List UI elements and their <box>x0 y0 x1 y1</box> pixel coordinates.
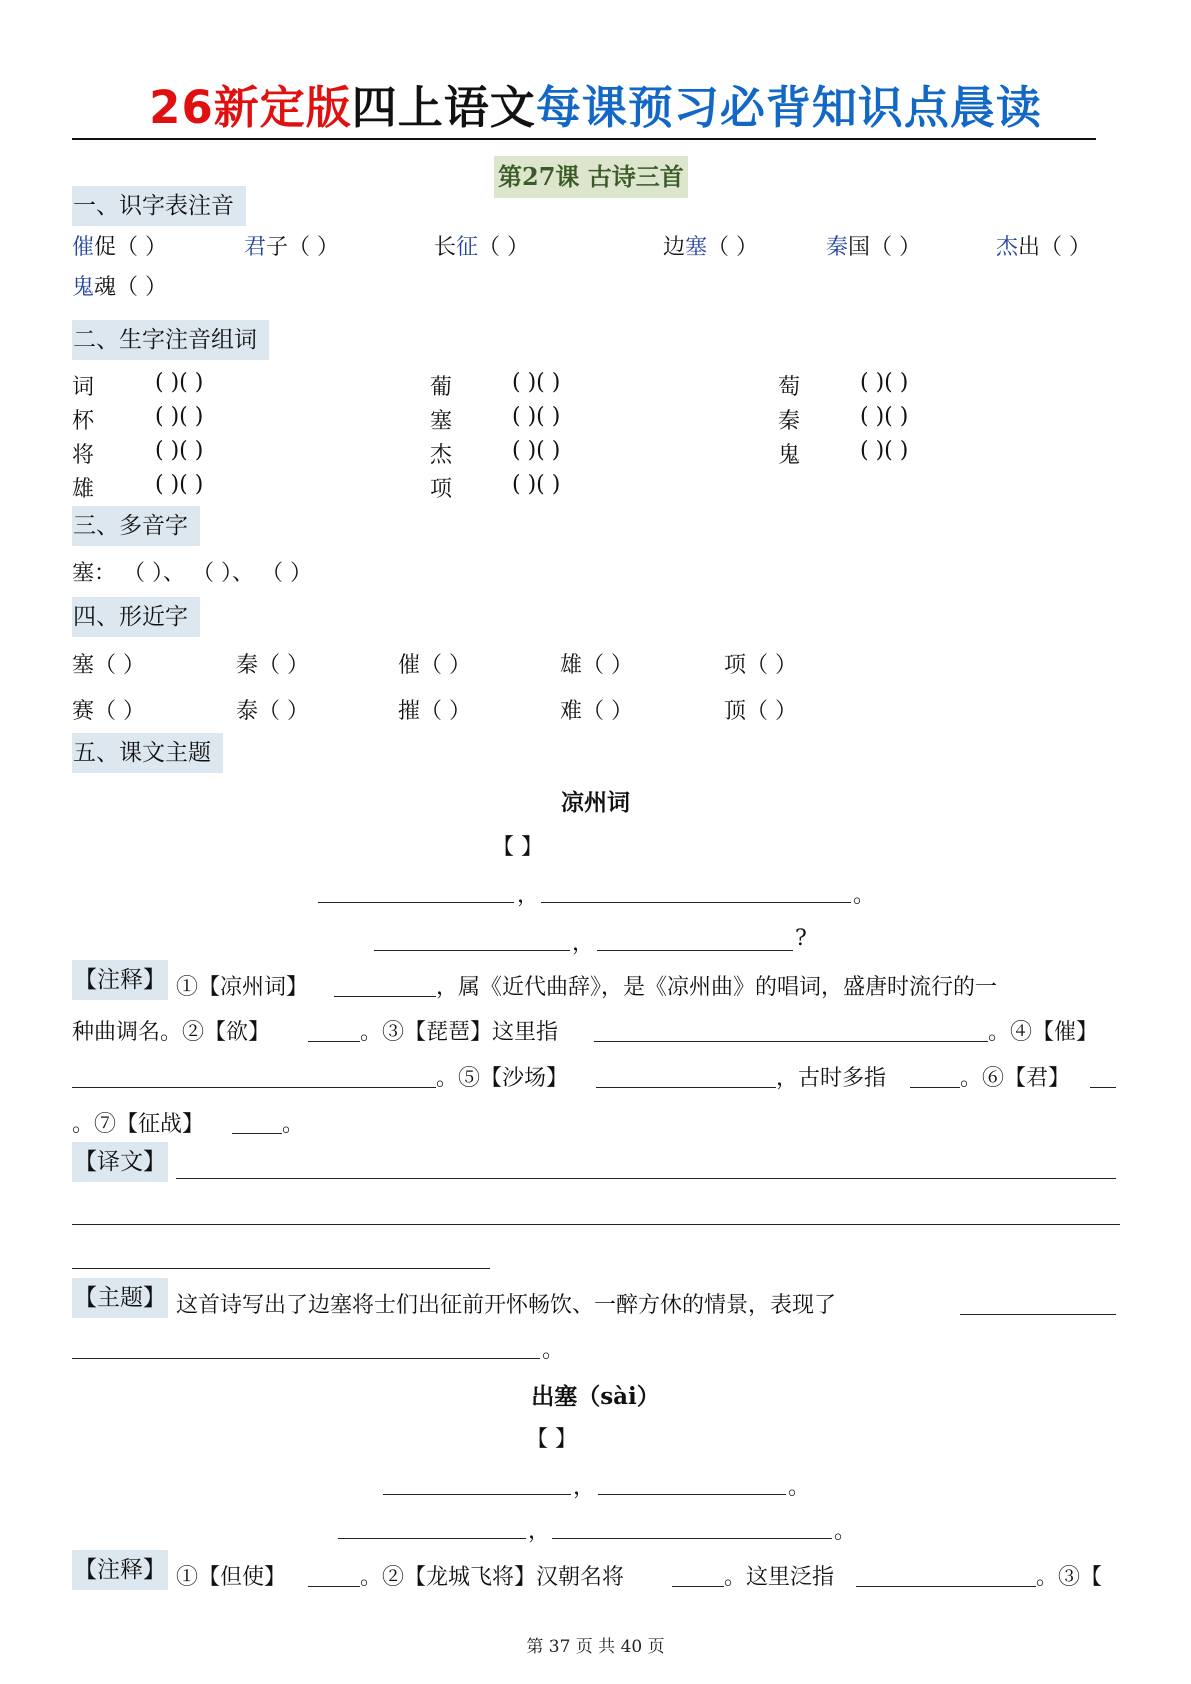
s2-blanks: ( )( ) <box>155 438 204 463</box>
poem1-note-blank <box>232 1133 282 1134</box>
s1-item-5: 秦国（ ） <box>826 235 922 260</box>
s3-polyphone-line: 塞： （ ）、 （ ）、 （ ） <box>72 561 312 586</box>
s4-row2-item: 摧（ ） <box>398 699 471 724</box>
s2-blanks: ( )( ) <box>155 404 204 429</box>
s4-row2-item: 泰（ ） <box>236 699 309 724</box>
s4-row1-item: 催（ ） <box>398 653 471 678</box>
s4-row1-item: 项（ ） <box>724 653 797 678</box>
s2-blanks: ( )( ) <box>860 370 909 395</box>
poem2-note-1a: ①【但使】 <box>176 1565 287 1590</box>
poem2-notes-label: 【注释】 <box>72 1550 168 1590</box>
poem2-period: 。 <box>834 1519 857 1544</box>
s2-char: 杰 <box>430 443 453 468</box>
poem1-note-2c: 。④【催】 <box>988 1020 1099 1045</box>
poem1-notes-label: 【注释】 <box>72 960 168 1000</box>
s2-char: 将 <box>72 443 95 468</box>
s2-char: 鬼 <box>778 443 801 468</box>
translation-line <box>72 1224 1120 1225</box>
poem2-line1-blank-b <box>598 1494 786 1495</box>
s2-char: 雄 <box>72 477 95 502</box>
s2-char: 杯 <box>72 409 95 434</box>
s4-row1-item: 秦（ ） <box>236 653 309 678</box>
s4-row1-item: 雄（ ） <box>560 653 633 678</box>
s1-item-7: 鬼魂（ ） <box>72 275 168 300</box>
s4-row2-item: 顶（ ） <box>724 699 797 724</box>
poem1-line1-blank-b <box>541 902 851 903</box>
poem2-note-1c: 。这里泛指 <box>724 1565 835 1590</box>
poem1-period: 。 <box>853 883 876 908</box>
lesson-title: 第27课 古诗三首 <box>494 156 688 198</box>
poem2-line2-blank-b <box>552 1538 832 1539</box>
translation-line <box>176 1178 1116 1179</box>
poem1-note-3a: 。⑤【沙场】 <box>436 1066 569 1091</box>
document-title: 26新定版四上语文每课预习必背知识点晨读 <box>149 81 1042 134</box>
poem2-note-blank <box>856 1586 1036 1587</box>
poem2-title: 出塞（sài） <box>531 1383 660 1410</box>
section-5-heading: 五、课文主题 <box>72 733 223 773</box>
s2-blanks: ( )( ) <box>155 370 204 395</box>
poem1-note-blank <box>594 1041 988 1042</box>
poem2-author-bracket: 【 】 <box>526 1427 577 1452</box>
theme-blank <box>960 1314 1116 1315</box>
poem1-comma: ， <box>517 883 540 908</box>
poem2-note-1d: 。③【 <box>1036 1565 1103 1590</box>
section-4-heading: 四、形近字 <box>72 597 200 637</box>
s1-item-1: 催促（ ） <box>72 235 168 260</box>
poem1-note-3c: 。⑥【君】 <box>960 1066 1071 1091</box>
poem2-line1-blank-a <box>383 1494 571 1495</box>
section-3-heading: 三、多音字 <box>72 506 200 546</box>
poem1-note-blank <box>910 1087 960 1088</box>
poem1-note-blank <box>334 996 436 997</box>
poem1-theme-end: 。 <box>542 1338 565 1363</box>
theme-blank <box>72 1358 540 1359</box>
s2-char: 葡 <box>430 375 453 400</box>
poem1-note-1a: ①【凉州词】 <box>176 975 309 1000</box>
page-number: 第 37 页 共 40 页 <box>526 1637 665 1657</box>
s4-row2-item: 赛（ ） <box>72 699 145 724</box>
s2-blanks: ( )( ) <box>860 404 909 429</box>
section-2-heading: 二、生字注音组词 <box>72 320 269 360</box>
s4-row1-item: 塞（ ） <box>72 653 145 678</box>
poem1-line2-blank-b <box>597 950 793 951</box>
s1-item-4: 边塞（ ） <box>663 235 759 260</box>
poem2-note-blank <box>308 1586 360 1587</box>
poem1-question: ? <box>795 926 807 951</box>
poem1-translation-label: 【译文】 <box>72 1142 168 1182</box>
poem2-line2-blank-a <box>338 1538 526 1539</box>
poem1-note-4a: 。⑦【征战】 <box>72 1112 205 1137</box>
s2-blanks: ( )( ) <box>512 438 561 463</box>
poem1-title: 凉州词 <box>561 789 630 816</box>
s2-char: 词 <box>72 375 95 400</box>
s2-char: 萄 <box>778 375 801 400</box>
s1-item-2: 君子（ ） <box>244 235 340 260</box>
s2-char: 秦 <box>778 409 801 434</box>
section-1-heading: 一、识字表注音 <box>72 186 246 226</box>
s2-blanks: ( )( ) <box>860 438 909 463</box>
s1-item-6: 杰出（ ） <box>996 235 1092 260</box>
poem1-theme-text: 这首诗写出了边塞将士们出征前开怀畅饮、一醉方休的情景，表现了 <box>176 1293 837 1318</box>
title-underline <box>72 138 1096 140</box>
poem2-note-blank <box>672 1586 724 1587</box>
poem1-note-blank <box>1090 1087 1116 1088</box>
translation-line <box>72 1268 490 1269</box>
s2-char: 塞 <box>430 409 453 434</box>
poem1-author-bracket: 【 】 <box>492 835 543 860</box>
s4-row2-item: 难（ ） <box>560 699 633 724</box>
poem1-note-2a: 种曲调名。②【欲】 <box>72 1020 271 1045</box>
poem1-line2-blank-a <box>374 950 570 951</box>
poem1-note-4b: 。 <box>282 1112 305 1137</box>
poem1-note-1b: ，属《近代曲辞》，是《凉州曲》的唱词，盛唐时流行的一 <box>436 975 998 1000</box>
poem2-comma: ， <box>528 1519 551 1544</box>
s2-blanks: ( )( ) <box>512 404 561 429</box>
s2-blanks: ( )( ) <box>512 472 561 497</box>
s2-blanks: ( )( ) <box>155 472 204 497</box>
poem1-note-blank <box>72 1087 436 1088</box>
poem1-note-2b: 。③【琵琶】这里指 <box>360 1020 559 1045</box>
poem1-theme-label: 【主题】 <box>72 1278 168 1318</box>
poem2-comma: ， <box>573 1475 596 1500</box>
poem1-note-blank <box>596 1087 776 1088</box>
poem1-comma: ， <box>572 931 595 956</box>
poem1-note-3b: ，古时多指 <box>776 1066 887 1091</box>
poem2-note-1b: 。②【龙城飞将】汉朝名将 <box>360 1565 625 1590</box>
poem1-note-blank <box>308 1041 360 1042</box>
poem1-line1-blank-a <box>318 902 514 903</box>
s2-blanks: ( )( ) <box>512 370 561 395</box>
s2-char: 项 <box>430 477 453 502</box>
poem2-period: 。 <box>788 1475 811 1500</box>
s1-item-3: 长征（ ） <box>434 235 530 260</box>
